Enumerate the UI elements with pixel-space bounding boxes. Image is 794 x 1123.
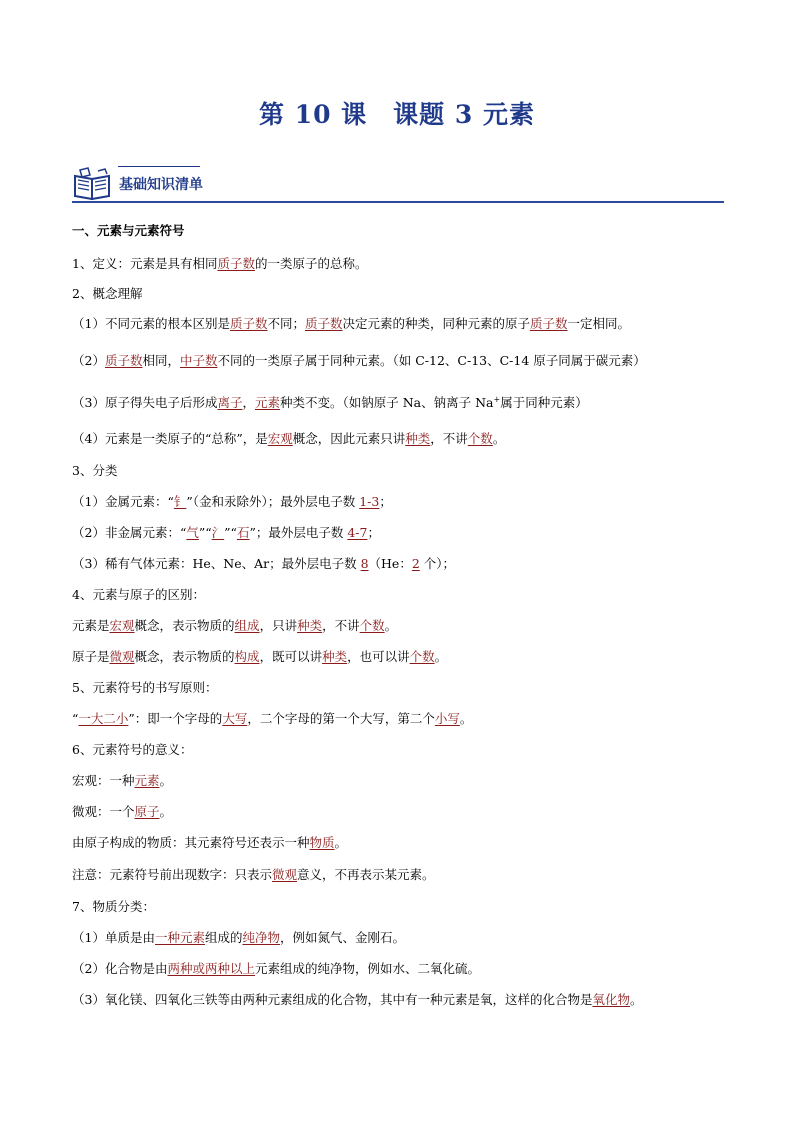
answer-blank: 中子数	[179, 353, 218, 368]
text-segment: 意义，不再表示某元素。	[297, 867, 435, 882]
answer-blank: 组成	[234, 618, 260, 633]
text-segment: 种类不变。（如钠原子 Na、钠离子 Na	[280, 395, 494, 410]
text-segment: （2）化合物是由	[72, 961, 168, 976]
answer-blank: 质子数	[229, 316, 268, 331]
text-segment: ，只讲	[259, 618, 298, 633]
answer-blank: 钅	[173, 494, 187, 509]
text-segment: 不同；	[267, 316, 305, 331]
text-segment: ；	[379, 494, 392, 509]
text-segment: 相同，	[142, 353, 180, 368]
text-segment: （2）	[72, 353, 105, 368]
text-line	[72, 648, 732, 666]
text-segment: ，不讲	[322, 618, 360, 633]
text-segment: 决定元素的种类，同种元素的原子	[342, 316, 531, 331]
answer-blank: 1-3	[359, 494, 380, 509]
answer-blank: 微观	[109, 649, 135, 664]
text-segment: ，	[242, 395, 255, 410]
text-segment: 5、元素符号的书写原则：	[72, 680, 218, 695]
text-segment: ”；最外层电子数	[249, 525, 348, 540]
text-segment: （4）元素是一类原子的“总称”，是	[72, 431, 268, 446]
answer-blank: 个数	[467, 431, 493, 446]
answer-blank: 元素	[255, 395, 281, 410]
text-segment: 。	[434, 649, 448, 664]
text-segment: 。	[334, 835, 348, 850]
text-segment: 的一类原子的总称。	[254, 256, 368, 271]
text-line	[72, 255, 732, 273]
text-line	[72, 462, 732, 480]
text-line	[72, 929, 732, 947]
text-line	[72, 555, 732, 573]
text-segment: （He：	[368, 556, 412, 571]
answer-blank: 宏观	[109, 618, 135, 633]
text-line	[72, 430, 732, 448]
text-segment: ”（金和汞除外）；最外层电子数	[186, 494, 360, 509]
answer-blank: 质子数	[104, 353, 143, 368]
text-segment: 概念，表示物质的	[134, 618, 235, 633]
text-line	[72, 866, 732, 884]
answer-blank: 构成	[234, 649, 260, 664]
answer-blank: 小写	[434, 711, 460, 726]
text-segment: （1）金属元素：“	[72, 494, 174, 509]
text-segment: 3、分类	[72, 463, 118, 478]
text-segment: 元素是	[72, 618, 110, 633]
text-segment: ”“	[224, 525, 237, 540]
text-segment: ，既可以讲	[259, 649, 323, 664]
answer-blank: 氵	[211, 525, 225, 540]
text-segment: 原子是	[72, 649, 110, 664]
text-segment: ”：即一个字母的	[128, 711, 223, 726]
superscript: +	[493, 394, 501, 404]
text-segment: ，也可以讲	[347, 649, 410, 664]
text-segment: ，不讲	[430, 431, 468, 446]
text-segment: 。	[159, 804, 173, 819]
answer-blank: 个数	[409, 649, 435, 664]
answer-blank: 质子数	[530, 316, 568, 331]
page-title-text: 第 10 课 课题 3 元素	[258, 100, 535, 129]
text-segment: 组成的	[204, 930, 243, 945]
text-segment: （2）非金属元素：“	[72, 525, 187, 540]
text-line	[72, 834, 732, 852]
answer-blank: 氧化物	[592, 992, 630, 1007]
answer-blank: 石	[236, 525, 250, 540]
answer-blank: 物质	[309, 835, 335, 850]
answer-blank: 个数	[359, 618, 385, 633]
text-segment: （1）单质是由	[72, 930, 155, 945]
answer-blank: 质子数	[217, 256, 255, 271]
text-segment: ，二个字母的第一个大写，第二个	[247, 711, 435, 726]
answer-blank: 8	[360, 556, 369, 571]
text-segment: 不同的一类原子属于同种元素。（如 C-12、C-13、C-14 原子同属于碳元素）	[217, 353, 646, 368]
text-segment: 7、物质分类：	[72, 899, 155, 914]
text-segment: （3）原子得失电子后形成	[72, 395, 218, 410]
section-header-label: 基础知识清单	[119, 177, 203, 193]
text-segment: 1、定义：元素是具有相同	[72, 256, 218, 271]
answer-blank: 离子	[217, 395, 243, 410]
text-line	[72, 315, 732, 333]
text-segment: 注意：元素符号前出现数字：只表示	[72, 867, 273, 882]
text-segment: ”“	[198, 525, 212, 540]
text-segment: 概念，表示物质的	[134, 649, 235, 664]
text-segment: （1）不同元素的根本区别是	[72, 316, 230, 331]
text-segment: 一、元素与元素符号	[72, 223, 185, 238]
text-segment: 微观：一个	[72, 804, 135, 819]
text-segment: 属于同种元素）	[500, 395, 588, 410]
answer-blank: 两种或两种以上	[167, 961, 255, 976]
answer-blank: 纯净物	[242, 930, 281, 945]
text-segment: 个）；	[419, 556, 456, 571]
text-segment: 。	[459, 711, 473, 726]
answer-blank: 气	[186, 525, 199, 540]
answer-blank: 原子	[134, 804, 160, 819]
section-heading	[72, 222, 732, 240]
text-line	[72, 772, 732, 790]
answer-blank: 质子数	[305, 316, 343, 331]
text-line	[72, 285, 732, 303]
answer-blank: 一种元素	[154, 930, 205, 945]
text-segment: 元素组成的纯净物，例如水、二氧化硫。	[254, 961, 480, 976]
answer-blank: 种类	[405, 431, 431, 446]
answer-blank: 元素	[134, 773, 160, 788]
text-line	[72, 803, 732, 821]
text-line	[72, 741, 732, 759]
answer-blank: 种类	[322, 649, 348, 664]
text-segment: 。	[384, 618, 398, 633]
text-line	[72, 352, 732, 370]
answer-blank: 宏观	[267, 431, 293, 446]
text-segment: ；	[367, 525, 380, 540]
text-segment: （3）稀有气体元素：He、Ne、Ar；最外层电子数	[72, 556, 361, 571]
text-segment: 。	[629, 992, 643, 1007]
text-segment: ，例如氮气、金刚石。	[280, 930, 406, 945]
text-line	[72, 991, 732, 1009]
text-segment: 一定相同。	[567, 316, 631, 331]
text-line	[72, 524, 732, 542]
text-line	[72, 710, 732, 728]
answer-blank: 一大二小	[78, 711, 129, 726]
text-segment: 。	[159, 773, 173, 788]
text-line	[72, 679, 732, 697]
text-segment: 4、元素与原子的区别：	[72, 587, 205, 602]
answer-blank: 大写	[222, 711, 248, 726]
text-segment: 概念，因此元素只讲	[292, 431, 406, 446]
text-segment: “	[72, 711, 79, 726]
text-line	[72, 960, 732, 978]
text-segment: 。	[492, 431, 506, 446]
answer-blank: 种类	[297, 618, 323, 633]
text-segment: 2、概念理解	[72, 286, 143, 301]
text-line	[72, 898, 732, 916]
answer-blank: 微观	[272, 867, 298, 882]
text-segment: （3）氧化镁、四氧化三铁等由两种元素组成的化合物，其中有一种元素是氧，这样的化合物是	[72, 992, 593, 1007]
answer-blank: 2	[411, 556, 420, 571]
text-line	[72, 493, 732, 511]
text-segment: 由原子构成的物质：其元素符号还表示一种	[72, 835, 310, 850]
text-line	[72, 586, 732, 604]
text-segment: 宏观：一种	[72, 773, 135, 788]
text-line	[72, 617, 732, 635]
text-segment: 6、元素符号的意义：	[72, 742, 193, 757]
text-line	[72, 394, 732, 412]
answer-blank: 4-7	[347, 525, 368, 540]
